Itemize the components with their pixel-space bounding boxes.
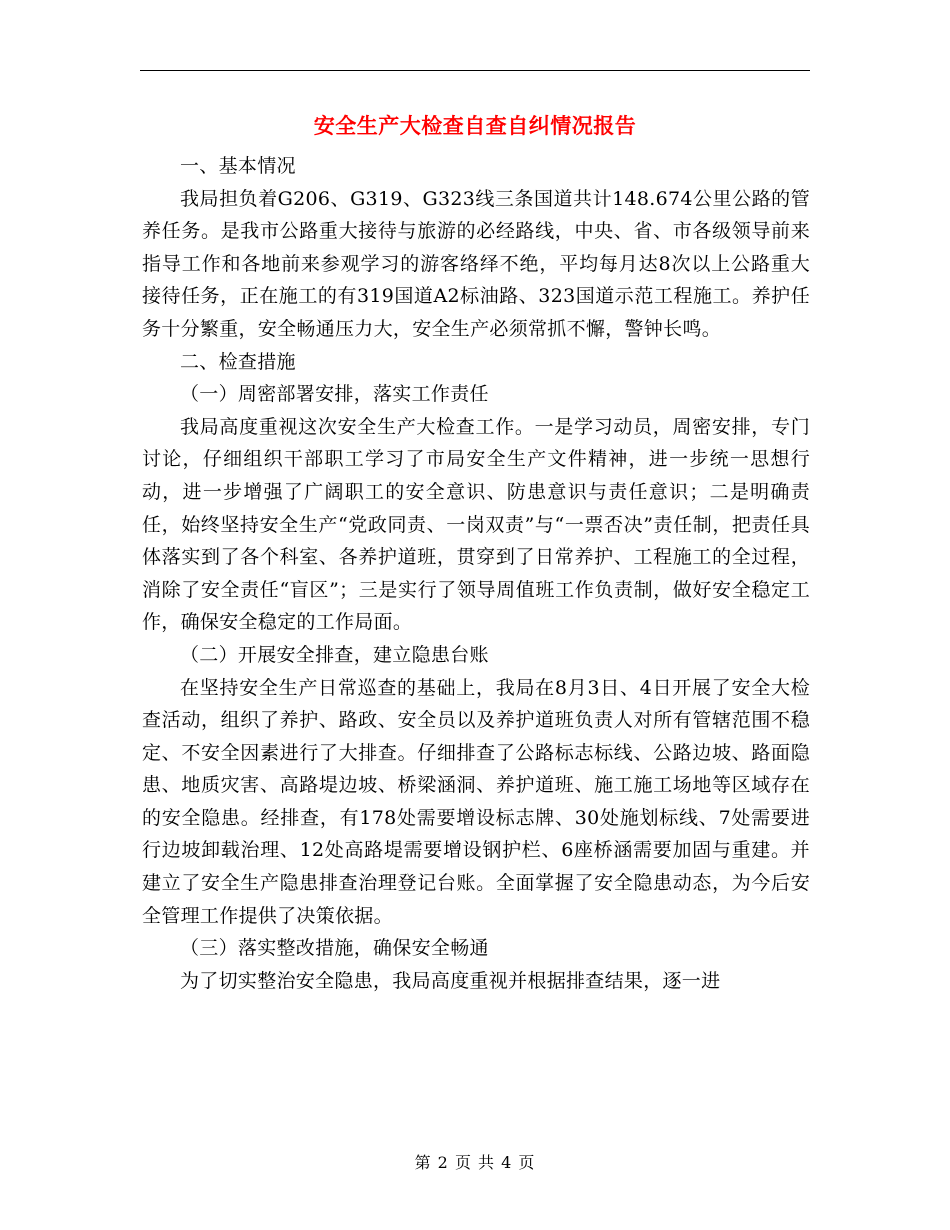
subsection-heading-hazard-inspection: （二）开展安全排查，建立隐患台账 (180, 643, 489, 666)
paragraph-rectification: 为了切实整治安全隐患，我局高度重视并根据排查结果，逐一进 (180, 969, 721, 992)
section-heading-basic-info: 一、基本情况 (180, 155, 296, 177)
page-number: 第 2 页 共 4 页 (414, 1153, 536, 1172)
subsection-heading-rectification: （三）落实整改措施，确保安全畅通 (180, 937, 489, 960)
paragraph-hazard-inspection: 在坚持安全生产日常巡查的基础上，我局在8月3日、4日开展了安全大检查活动，组织了养护、路政、安全员以及养护道班负责人对所有管辖范围不稳定、不安全因素进行了大排查。仔细排查了公路标志标线、公路边坡、路面隐患、地质灾害、高路堤边坡、桥梁涵洞、养护道班、施工施工场地等区域存在的安全隐患。经排查，有178处需要增设标志牌、30处施划标线、7处需要进行边坡卸载治理、12处高路堤需要增设钢护栏、6座桥涵需要加固与重建。并建立了安全生产隐患排查治理登记台账。全面掌握了安全隐患动态，为今后安全管理工作提供了决策依据。 (142, 676, 810, 927)
paragraph-deployment: 我局高度重视这次安全生产大检查工作。一是学习动员，周密安排，专门讨论，仔细组织干部职工学习了市局安全生产文件精神，进一步统一思想行动，进一步增强了广阔职工的安全意识、防患意识与责任意识；二是明确责任，始终坚持安全生产“党政同责、一岗双责”与“一票否决”责任制，把责任具体落实到了各个科室、各养护道班，贯穿到了日常养护、工程施工的全过程，消除了安全责任“盲区”；三是实行了领导周值班工作负责制，做好安全稳定工作，确保安全稳定的工作局面。 (142, 415, 810, 634)
document-body (142, 150, 810, 997)
section-heading-inspection-measures: 二、检查措施 (180, 350, 296, 373)
subsection-heading-deployment: （一）周密部署安排，落实工作责任 (180, 383, 489, 406)
header-rule (140, 70, 810, 71)
document-title: 安全生产大检查自查自纠情况报告 (313, 113, 637, 138)
paragraph-basic-info: 我局担负着G206、G319、G323线三条国道共计148.674公里公路的管养任务。是我市公路重大接待与旅游的必经路线，中央、省、市各级领导前来指导工作和各地前来参观学习的游客络绎不绝，平均每月达8次以上公路重大接待任务，正在施工的有319国道A2标油路、323国道示范工程施工。养护任务十分繁重，安全畅通压力大，安全生产必须常抓不懈，警钟长鸣。 (142, 187, 810, 340)
